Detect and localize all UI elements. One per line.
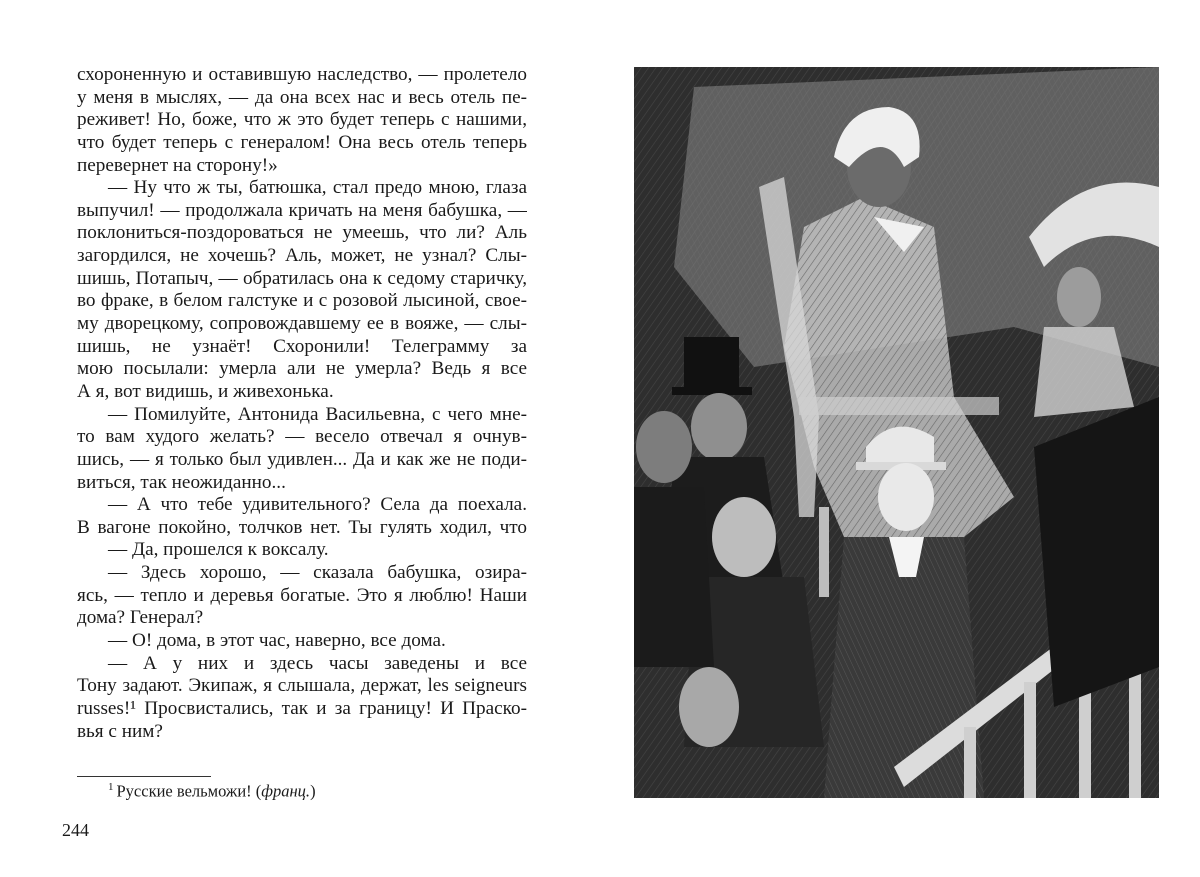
text-line-26: — О! дома, в этот час, наверно, все дома. xyxy=(108,630,446,652)
engraving-illustration xyxy=(634,67,1159,798)
text-line-14: мою посылали: умерла али не умерла? Ведь я все xyxy=(77,358,527,380)
engraving-svg xyxy=(634,67,1159,798)
text-line-28: Тону задают. Экипаж, я слышала, держат, les seigneurs xyxy=(77,675,527,697)
text-line-27: — А у них и здесь часы заведены и все xyxy=(108,652,527,674)
dark-figure-right xyxy=(1034,397,1159,707)
text-column xyxy=(77,64,527,743)
footnote-rule xyxy=(77,776,211,777)
text-line-5: перевернет на сторону!» xyxy=(77,154,278,176)
text-line-30: вья с ним? xyxy=(77,720,163,742)
text-line-20: — А что тебе удивительного? Села да поехала. xyxy=(108,494,527,516)
footnote-lang: франц. xyxy=(261,781,311,801)
text-line-17: то вам худого желать? — весело отвечал я очнув- xyxy=(77,426,527,448)
text-line-7: выпучил! — продолжала кричать на меня бабушка, — xyxy=(77,199,527,221)
text-line-9: загордился, не хочешь? Аль, может, не узнал? Слы- xyxy=(77,245,527,267)
text-line-3: реживет! Но, боже, что ж это будет теперь с нашими, xyxy=(77,109,527,131)
text-line-22: — Да, прошелся к воксалу. xyxy=(108,539,329,561)
text-line-29: russes!¹ Просвистались, так и за границу! И Праско- xyxy=(77,697,527,719)
text-line-1: схороненную и оставившую наследство, — пролетело xyxy=(77,64,527,85)
text-line-25: дома? Генерал? xyxy=(77,607,204,629)
footnote xyxy=(108,781,316,802)
text-line-15: А я, вот видишь, и живехонька. xyxy=(77,380,334,402)
text-line-18: шись, — я только был удивлен... Да и как же не поди- xyxy=(77,448,527,470)
text-line-13: шишь, не узнаёт! Схоронили! Телеграмму за xyxy=(77,335,527,357)
text-line-10: шишь, Потапыч, — обратилась она к седому старичку, xyxy=(77,267,527,289)
text-line-6: — Ну что ж ты, батюшка, стал предо мною, глаза xyxy=(108,177,527,199)
text-line-21: В вагоне покойно, толчков нет. Ты гулять ходил, что xyxy=(77,516,527,538)
text-line-11: во фраке, в белом галстуке и с розовой лысиной, свое- xyxy=(77,290,527,312)
text-line-4: что будет теперь с генералом! Она весь отель теперь xyxy=(77,131,527,153)
text-line-16: — Помилуйте, Антонида Васильевна, с чего мне- xyxy=(108,403,527,425)
footnote-close: ) xyxy=(310,781,316,801)
text-line-19: виться, так неожиданно... xyxy=(77,471,286,493)
page-number: 244 xyxy=(62,820,89,840)
text-line-8: поклониться-поздороваться не умеешь, что ли? Аль xyxy=(77,222,527,244)
footnote-text: Русские вельможи! ( xyxy=(116,781,262,801)
text-line-23: — Здесь хорошо, — сказала бабушка, озира- xyxy=(108,562,527,584)
footnote-marker: 1 xyxy=(108,781,114,793)
text-line-24: ясь, — тепло и деревья богатые. Это я люблю! Наши xyxy=(77,584,527,606)
text-line-2: у меня в мыслях, — да она всех нас и весь отель пе- xyxy=(77,86,527,108)
text-line-12: му дворецкому, сопровождавшему ее в вояже, — слы- xyxy=(77,313,527,335)
